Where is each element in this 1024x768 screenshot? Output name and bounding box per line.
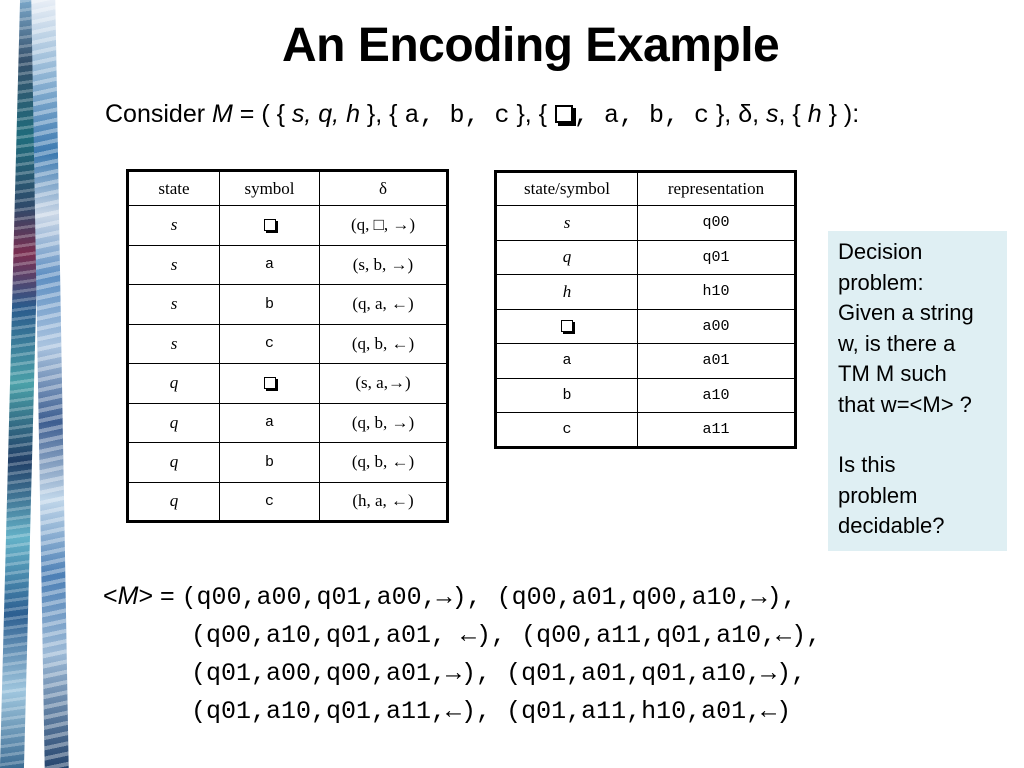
- note-line: Decision: [838, 239, 923, 264]
- transition-row: [128, 324, 448, 364]
- encoding-machine-symbol: M: [117, 582, 139, 610]
- cell-representation: q01: [638, 240, 796, 275]
- encoded-transition: (q00,a01,q00,a10,→),: [481, 583, 797, 612]
- encoding-line: [103, 616, 821, 654]
- note-line: Given a string: [838, 300, 974, 325]
- header-delta: δ: [320, 171, 448, 206]
- decision-problem-note: [828, 231, 1007, 551]
- cell-delta: (q, b, ←): [320, 324, 448, 364]
- encoded-transition: (q01,a00,q00,a01,→),: [191, 659, 492, 688]
- encoding-line: [103, 692, 821, 730]
- cell-delta: (s, b, →): [320, 245, 448, 285]
- representation-row: [496, 240, 796, 275]
- cell-state: q: [128, 403, 220, 443]
- cell-representation: a10: [638, 378, 796, 413]
- cell-delta: (s, a,→): [320, 364, 448, 404]
- decorative-strip-right: [31, 0, 68, 768]
- consider-end: } ):: [821, 100, 860, 128]
- blank-symbol-icon: [264, 219, 276, 231]
- note-question: [838, 237, 1007, 420]
- transition-row: [128, 364, 448, 404]
- header-symbol: symbol: [220, 171, 320, 206]
- note-line: problem:: [838, 269, 924, 295]
- cell-delta: (q, b, ←): [320, 443, 448, 483]
- representation-row: [496, 378, 796, 413]
- encoding-equals: > =: [138, 582, 182, 610]
- cell-item: s: [496, 206, 638, 241]
- cell-representation: h10: [638, 275, 796, 310]
- header-representation: representation: [638, 172, 796, 206]
- header-state-symbol: state/symbol: [496, 172, 638, 206]
- delta-symbol: δ: [738, 100, 753, 128]
- blank-symbol-icon: [561, 320, 573, 332]
- cell-symbol: [220, 364, 320, 404]
- encoded-transition: (q00,a11,q01,a10,←),: [506, 621, 822, 650]
- cell-item: b: [496, 378, 638, 413]
- representation-row: [496, 309, 796, 344]
- encoding-line: [103, 578, 821, 616]
- transition-row: [128, 206, 448, 246]
- consider-prefix: Consider: [105, 100, 212, 128]
- cell-representation: a00: [638, 309, 796, 344]
- cell-delta: (h, a, ←): [320, 482, 448, 522]
- encoding-line: [103, 654, 821, 692]
- representation-table: [494, 170, 797, 449]
- cell-state: q: [128, 443, 220, 483]
- encoded-transition: (q01,a01,q01,a10,→),: [491, 659, 807, 688]
- cell-state: s: [128, 206, 220, 246]
- cell-state: s: [128, 245, 220, 285]
- cell-state: q: [128, 364, 220, 404]
- consider-sep-4: ,: [752, 100, 767, 128]
- cell-symbol: c: [220, 324, 320, 364]
- cell-symbol: a: [220, 403, 320, 443]
- transition-row: [128, 403, 448, 443]
- slide-title: An Encoding Example: [282, 19, 780, 72]
- cell-delta: (q, a, ←): [320, 285, 448, 325]
- blank-symbol-icon: [555, 105, 573, 123]
- cell-state: s: [128, 285, 220, 325]
- note-decidable: [838, 450, 1007, 542]
- cell-delta: (q, b, →): [320, 403, 448, 443]
- start-state: s: [766, 100, 779, 128]
- encoding-open: <: [103, 582, 118, 610]
- representation-row: [496, 344, 796, 379]
- cell-symbol: [220, 206, 320, 246]
- consider-sep-5: , {: [778, 100, 808, 128]
- cell-representation: a01: [638, 344, 796, 379]
- tape-alphabet: , a, b, c: [573, 101, 710, 130]
- cell-item: [496, 309, 638, 344]
- blank-symbol-icon: [264, 377, 276, 389]
- cell-representation: q00: [638, 206, 796, 241]
- representation-table-body: [496, 206, 796, 448]
- halt-state: h: [807, 100, 822, 128]
- transition-table: [126, 169, 449, 523]
- encoding-of-m: [103, 578, 821, 730]
- consider-sep-1: }, {: [359, 100, 405, 128]
- machine-definition: [105, 100, 859, 130]
- cell-symbol: b: [220, 285, 320, 325]
- encoded-transition: (q00,a10,q01,a01, ←),: [191, 621, 507, 650]
- input-alphabet: a, b, c: [404, 101, 510, 130]
- transition-row: [128, 482, 448, 522]
- cell-representation: a11: [638, 413, 796, 448]
- representation-row: [496, 206, 796, 241]
- note-line: that w=<M> ?: [838, 391, 972, 417]
- encoded-transition: (q01,a10,q01,a11,←),: [191, 697, 492, 726]
- transition-row: [128, 443, 448, 483]
- encoded-transition: (q00,a00,q01,a00,→),: [181, 583, 482, 612]
- transition-row: [128, 285, 448, 325]
- note-line: problem: [838, 482, 918, 508]
- cell-state: s: [128, 324, 220, 364]
- encoded-transition: (q01,a11,h10,a01,←): [491, 697, 792, 726]
- machine-symbol: M: [212, 100, 233, 128]
- representation-row: [496, 413, 796, 448]
- consider-sep-2: }, {: [509, 100, 554, 128]
- consider-mid: = ( {: [232, 100, 292, 128]
- cell-symbol: a: [220, 245, 320, 285]
- cell-symbol: b: [220, 443, 320, 483]
- cell-delta: (q, □, →): [320, 206, 448, 246]
- cell-state: q: [128, 482, 220, 522]
- transition-row: [128, 245, 448, 285]
- cell-item: q: [496, 240, 638, 275]
- cell-symbol: c: [220, 482, 320, 522]
- state-set: s, q, h: [291, 100, 360, 128]
- transition-table-body: [128, 206, 448, 522]
- note-line: w, is there a: [838, 330, 956, 356]
- cell-item: h: [496, 275, 638, 310]
- representation-row: [496, 275, 796, 310]
- header-state: state: [128, 171, 220, 206]
- consider-sep-3: },: [709, 100, 739, 128]
- cell-item: a: [496, 344, 638, 379]
- cell-item: c: [496, 413, 638, 448]
- note-line: TM M such: [838, 361, 947, 386]
- note-line: Is this: [838, 452, 896, 477]
- note-line: decidable?: [838, 513, 945, 538]
